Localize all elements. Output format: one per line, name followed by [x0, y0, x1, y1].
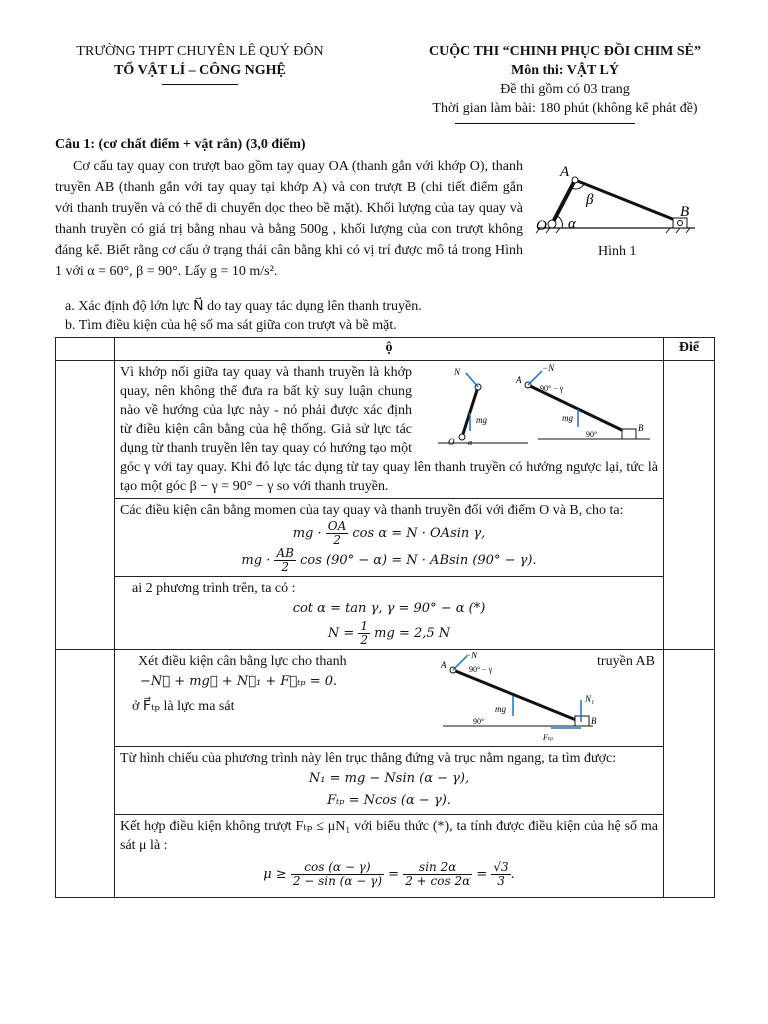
contest-name: CUỘC THI “CHINH PHỤC ĐỒI CHIM SẺ” [429, 44, 701, 59]
label-angle-bottom-3: 90° [473, 717, 485, 726]
slider-2 [575, 716, 589, 726]
solution-table [55, 337, 715, 898]
step-4-text: Xét điều kiện cân bằng lực cho thanh [138, 654, 347, 669]
result-equation-2 [120, 620, 658, 647]
solution-step-4 [115, 650, 664, 747]
eq2-right: cos (90° − α) = N · ABsin (90° − γ). [300, 553, 537, 568]
force-diagram-2 [433, 652, 603, 744]
eq1-right: cos α = N · OAsin γ, [352, 526, 486, 541]
page-count: Đề thi gồm có 03 trang [500, 82, 630, 97]
eq-end: . [510, 867, 515, 882]
mu-fraction-3 [491, 861, 510, 888]
step-3-text: ai 2 phương trình trên, ta có : [132, 581, 296, 596]
joint-b [678, 221, 683, 226]
result-equation-1: cot α = tan γ, γ = 90° − α (*) [292, 601, 486, 616]
projection-equation-2: Fₜₚ = Ncos (α − γ). [327, 793, 451, 808]
label-alpha: α [568, 216, 576, 232]
label-angle-top: 90° − γ [540, 384, 564, 393]
step-2-text: Các điều kiện cân bằng momen của tay quay và thanh truyền đối với điểm O và B, cho ta: [120, 503, 624, 518]
joint-a [572, 177, 578, 183]
mu-fraction-2 [403, 861, 472, 888]
table-row [56, 815, 715, 898]
mu-left: μ ≥ [263, 867, 287, 882]
moment-equation-2 [120, 547, 658, 574]
f2-num: sin 2α [403, 861, 472, 875]
label-angle-bottom: 90° [586, 430, 598, 439]
f3-den: 3 [497, 874, 505, 888]
eq2-num: AB [276, 546, 294, 560]
joint-o-small [459, 434, 465, 440]
part-a: a. Xác định độ lớn lực N⃗ do tay quay tác dụng lên thanh truyền. [65, 299, 422, 314]
question-body [55, 156, 523, 282]
eq1-num: OA [327, 519, 347, 533]
force-n-arrow [466, 373, 478, 387]
n-num: 1 [360, 619, 369, 633]
school-name: TRƯỜNG THPT CHUYÊN LÊ QUÝ ĐÔN [76, 44, 324, 59]
label-neg-n: −N [542, 363, 555, 373]
question-text: Cơ cấu tay quay con trượt bao gồm tay quay OA (thanh gắn với khớp O), thanh truyền AB (thanh gắn với tay quay tại khớp A) và con trượt B (chi tiết điểm gắn với thanh truyền và có thể di chuyển dọc theo bề mặt). Khối lượng của tay quay và thanh truyền có giá trị bằng nhau và bằng 500g , khối lượng của con trượt không đáng kể. Biết rằng cơ cấu ở trạng thái cân bằng khi có vị trí được mô tả trong Hình 1 với α = 60°, β = 90°. Lấy g = 10 m/s². [55, 159, 523, 279]
n-left: N = [327, 626, 355, 641]
n-right: mg = 2,5 N [374, 626, 451, 641]
score-cell-a [664, 361, 715, 650]
joint-o [548, 220, 556, 228]
step-5-text: Từ hình chiếu của phương trình này lên trục thẳng đứng và trục nằm ngang, ta tìm được: [120, 751, 617, 766]
f2-den: 2 + cos 2α [405, 874, 471, 888]
exam-time: Thời gian làm bài: 180 phút (không kể phát đề) [432, 101, 698, 116]
label-neg-n-3: −N [465, 652, 478, 660]
label-a-3: A [441, 660, 447, 670]
table-row [56, 499, 715, 577]
label-o-small: O [448, 437, 455, 447]
solution-step-6 [115, 815, 664, 898]
time-underline [455, 123, 635, 124]
label-angle-top-3: 90° − γ [469, 665, 493, 674]
rod-2 [453, 670, 581, 722]
label-b-small: B [638, 423, 644, 433]
question-title: Câu 1: (cơ chất điểm + vật rắn) (3,0 điểm) [55, 137, 306, 152]
score-cell-b [664, 650, 715, 898]
label-n: N [454, 367, 461, 377]
f1-num: cos (α − γ) [291, 861, 384, 875]
part-a-cell [56, 361, 115, 650]
eq1-left: mg · [292, 526, 322, 541]
department-name: TỔ VẬT LÍ – CÔNG NGHỆ [114, 63, 286, 78]
force-neg-n-arrow [528, 371, 542, 385]
eq-sign-2: = [476, 867, 488, 882]
solution-step-3 [115, 577, 664, 650]
table-row [56, 747, 715, 815]
projection-equation-1: N₁ = mg − Nsin (α − γ), [308, 771, 470, 786]
label-mg-3: mg [495, 704, 506, 714]
header-divider [162, 84, 238, 85]
label-mg-2: mg [562, 413, 573, 423]
label-ftp: Fₜₚ [543, 733, 554, 742]
label-a: A [560, 164, 570, 180]
step-1-text: Vì khớp nối giữa tay quay và thanh truyền là khớp quay, nên không thể đưa ra bất kỳ suy luận chung nào về hướng của lực này - nó phải được xác định từ điều kiện cân bằng của hệ thống. Giả sử lực tác dụng từ thanh truyền lên tay quay có hướng tạo một góc γ với tay quay. Khi đó lực tác dụng từ tay quay lên thanh truyền có hướng ngược lại, tức là tạo một góc β − γ = 90° − γ so với thanh truyền. [120, 365, 658, 494]
eq2-left: mg · [241, 553, 271, 568]
eq2-den: 2 [281, 560, 290, 574]
label-beta: β [586, 192, 594, 208]
subject-name: Môn thi: VẬT LÝ [510, 63, 619, 78]
force-equation: −N⃗ + mg⃗ + N⃗₁ + F⃗ₜₚ = 0. [140, 674, 338, 689]
angle-alpha-arc [557, 216, 562, 228]
n-fraction [358, 620, 370, 647]
figure-1-caption: Hình 1 [598, 244, 637, 259]
mu-fraction-1 [291, 861, 384, 888]
label-b-3: B [591, 716, 597, 726]
slider-diagram [622, 429, 636, 439]
header-left [40, 42, 360, 80]
friction-note: ở F⃗ₜₚ là lực ma sát [132, 699, 235, 714]
eq2-fraction [274, 547, 295, 574]
step-6-text: Kết hợp điều kiện không trượt Fₜₚ ≤ μN₁ với biểu thức (*), ta tính được điều kiện của hệ số ma sát μ là : [120, 819, 658, 853]
label-n1: N₁ [585, 694, 595, 704]
label-alpha-small: α [468, 438, 473, 447]
eq-sign-1: = [388, 867, 400, 882]
force-diagram-1 [418, 363, 658, 451]
eq1-den: 2 [333, 533, 341, 547]
table-row [56, 361, 715, 499]
figure-1-mechanism [530, 162, 705, 237]
table-row [56, 650, 715, 747]
header-cell-content: ộ [115, 338, 664, 361]
friction-condition [120, 855, 658, 895]
label-mg-1: mg [476, 415, 487, 425]
step-4-text-end: truyền AB [597, 654, 655, 669]
eq1-fraction [326, 520, 349, 547]
label-o: O [536, 218, 547, 234]
f3-num: √3 [493, 860, 509, 874]
solution-step-1 [115, 361, 664, 499]
n-den: 2 [360, 633, 369, 647]
solution-step-5 [115, 747, 664, 815]
part-b-cell [56, 650, 115, 898]
header-right [380, 42, 750, 118]
part-b: b. Tìm điều kiện của hệ số ma sát giữa con trượt và bề mặt. [65, 318, 397, 333]
label-b: B [680, 204, 690, 220]
label-a-small: A [516, 375, 522, 385]
header-cell-score: Điể [664, 338, 715, 361]
moment-equation-1 [120, 520, 658, 547]
table-row [56, 577, 715, 650]
solution-step-2 [115, 499, 664, 577]
table-header-row [56, 338, 715, 361]
header-cell-empty [56, 338, 115, 361]
ground-hatch [536, 228, 690, 233]
f1-den: 2 − sin (α − γ) [292, 874, 383, 888]
